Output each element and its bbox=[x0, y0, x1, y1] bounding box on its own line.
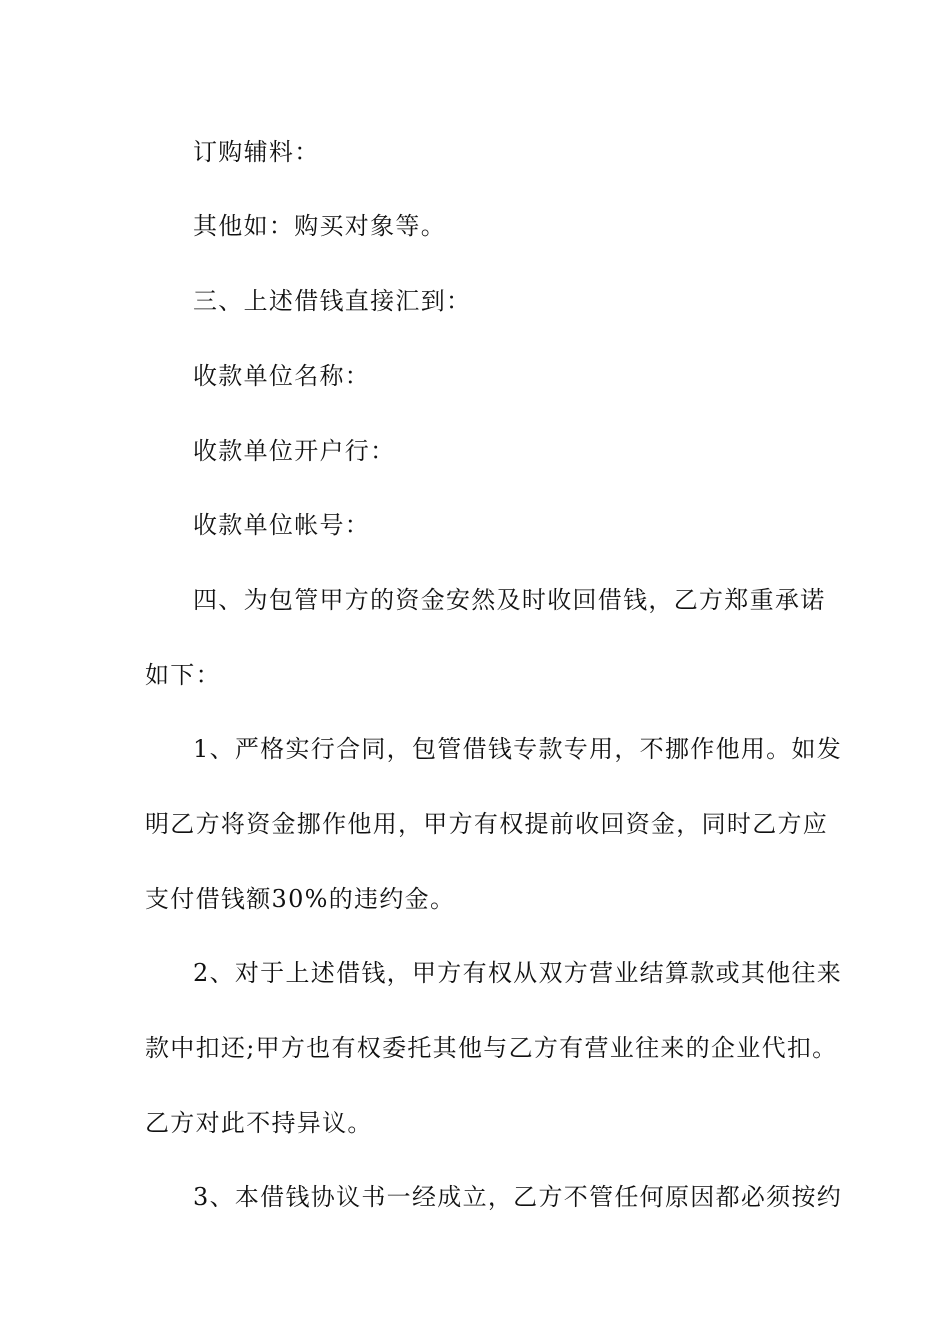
text-line-other-purchases: 其他如：购买对象等。 bbox=[193, 212, 446, 240]
text-line-clause-1-c: 支付借钱额30%的违约金。 bbox=[145, 885, 456, 913]
text-line-payee-name: 收款单位名称： bbox=[193, 362, 371, 390]
text-line-as-follows: 如下： bbox=[145, 661, 221, 689]
text-line-clause-2-c: 乙方对此不持异议。 bbox=[145, 1109, 373, 1137]
text-line-clause-3-a: 3、本借钱协议书一经成立，乙方不管任何原因都必须按约 bbox=[193, 1183, 843, 1211]
text-line-section-three-heading: 三、上述借钱直接汇到： bbox=[193, 287, 472, 315]
text-line-section-four-heading: 四、为包管甲方的资金安然及时收回借钱，乙方郑重承诺 bbox=[193, 586, 826, 614]
text-line-clause-1-b: 明乙方将资金挪作他用，甲方有权提前收回资金，同时乙方应 bbox=[145, 810, 829, 838]
text-line-clause-2-a: 2、对于上述借钱，甲方有权从双方营业结算款或其他往来 bbox=[193, 959, 843, 987]
text-line-purchase-materials: 订购辅料： bbox=[193, 138, 320, 166]
text-line-clause-1-a: 1、严格实行合同，包管借钱专款专用，不挪作他用。如发 bbox=[193, 735, 843, 763]
text-line-payee-account: 收款单位帐号： bbox=[193, 511, 371, 539]
text-line-clause-2-b: 款中扣还;甲方也有权委托其他与乙方有营业往来的企业代扣。 bbox=[145, 1034, 838, 1062]
text-line-payee-bank: 收款单位开户行： bbox=[193, 437, 396, 465]
